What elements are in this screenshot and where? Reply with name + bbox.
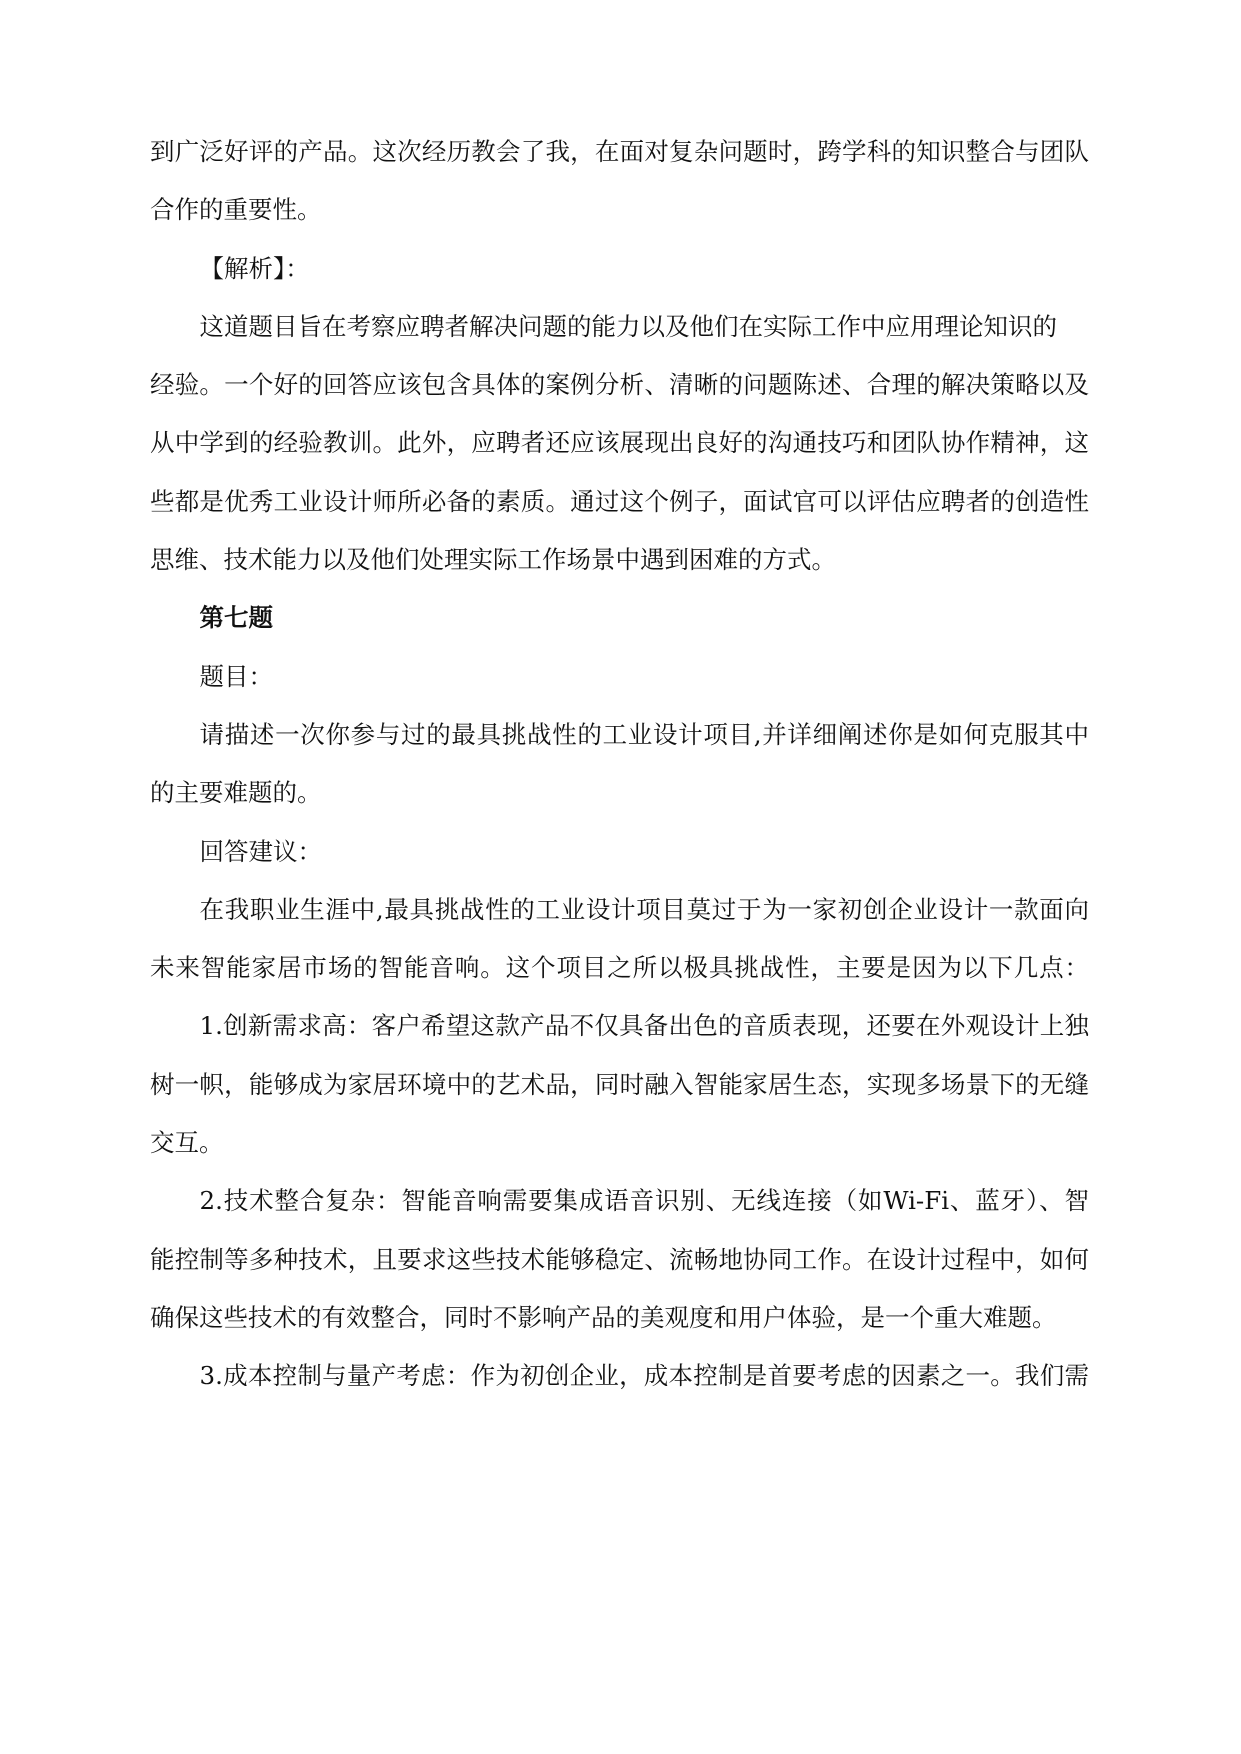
- text-line: 回答建议：: [199, 836, 322, 866]
- page-body: [150, 123, 1089, 1406]
- text-line: 题目：: [199, 661, 273, 691]
- list-item: [150, 997, 1089, 1172]
- text-line: 树一帜，能够成为家居环境中的艺术品，同时融入智能家居生态，实现多场景下的无缝: [150, 1069, 1089, 1099]
- text-line: 交互。: [150, 1128, 224, 1158]
- text-line: 在我职业生涯中,最具挑战性的工业设计项目莫过于为一家初创企业设计一款面向: [199, 894, 1089, 924]
- text-line: 经验。一个好的回答应该包含具体的案例分析、清晰的问题陈述、合理的解决策略以及: [150, 370, 1089, 400]
- text-line: 的主要难题的。: [150, 778, 322, 808]
- text-line: 些都是优秀工业设计师所必备的素质。通过这个例子，面试官可以评估应聘者的创造性: [150, 486, 1089, 516]
- text-line: 【解析】：: [199, 253, 310, 283]
- text-line: 未来智能家居市场的智能音响。这个项目之所以极具挑战性，主要是因为以下几点：: [150, 953, 1089, 983]
- text-line: 这道题目旨在考察应聘者解决问题的能力以及他们在实际工作中应用理论知识的: [199, 311, 1057, 341]
- text-line: 2.技术整合复杂：智能音响需要集成语音识别、无线连接（如Wi-Fi、蓝牙）、智: [199, 1186, 1089, 1216]
- paragraph: [150, 298, 1089, 589]
- list-item: [150, 1172, 1089, 1347]
- analysis-label: [150, 240, 1089, 298]
- section-heading-text: 第七题: [199, 603, 273, 633]
- text-line: 思维、技术能力以及他们处理实际工作场景中遇到困难的方式。: [150, 545, 836, 575]
- text-line: 能控制等多种技术，且要求这些技术能够稳定、流畅地协同工作。在设计过程中，如何: [150, 1244, 1089, 1274]
- list-item: [150, 1347, 1089, 1405]
- answer-label: [150, 823, 1089, 881]
- text-line: 3.成本控制与量产考虑：作为初创企业，成本控制是首要考虑的因素之一。我们需: [199, 1361, 1089, 1391]
- text-line: 合作的重要性。: [150, 195, 322, 225]
- paragraph: [150, 706, 1089, 823]
- text-line: 1.创新需求高：客户希望这款产品不仅具备出色的音质表现，还要在外观设计上独: [199, 1011, 1089, 1041]
- text-line: 确保这些技术的有效整合，同时不影响产品的美观度和用户体验，是一个重大难题。: [150, 1302, 1057, 1332]
- text-line: 从中学到的经验教训。此外，应聘者还应该展现出良好的沟通技巧和团队协作精神，这: [150, 428, 1089, 458]
- section-heading: [150, 589, 1089, 647]
- paragraph: [150, 881, 1089, 998]
- paragraph: [150, 123, 1089, 240]
- question-label: [150, 648, 1089, 706]
- text-line: 请描述一次你参与过的最具挑战性的工业设计项目,并详细阐述你是如何克服其中: [199, 719, 1089, 749]
- text-line: 到广泛好评的产品。这次经历教会了我，在面对复杂问题时，跨学科的知识整合与团队: [150, 137, 1089, 166]
